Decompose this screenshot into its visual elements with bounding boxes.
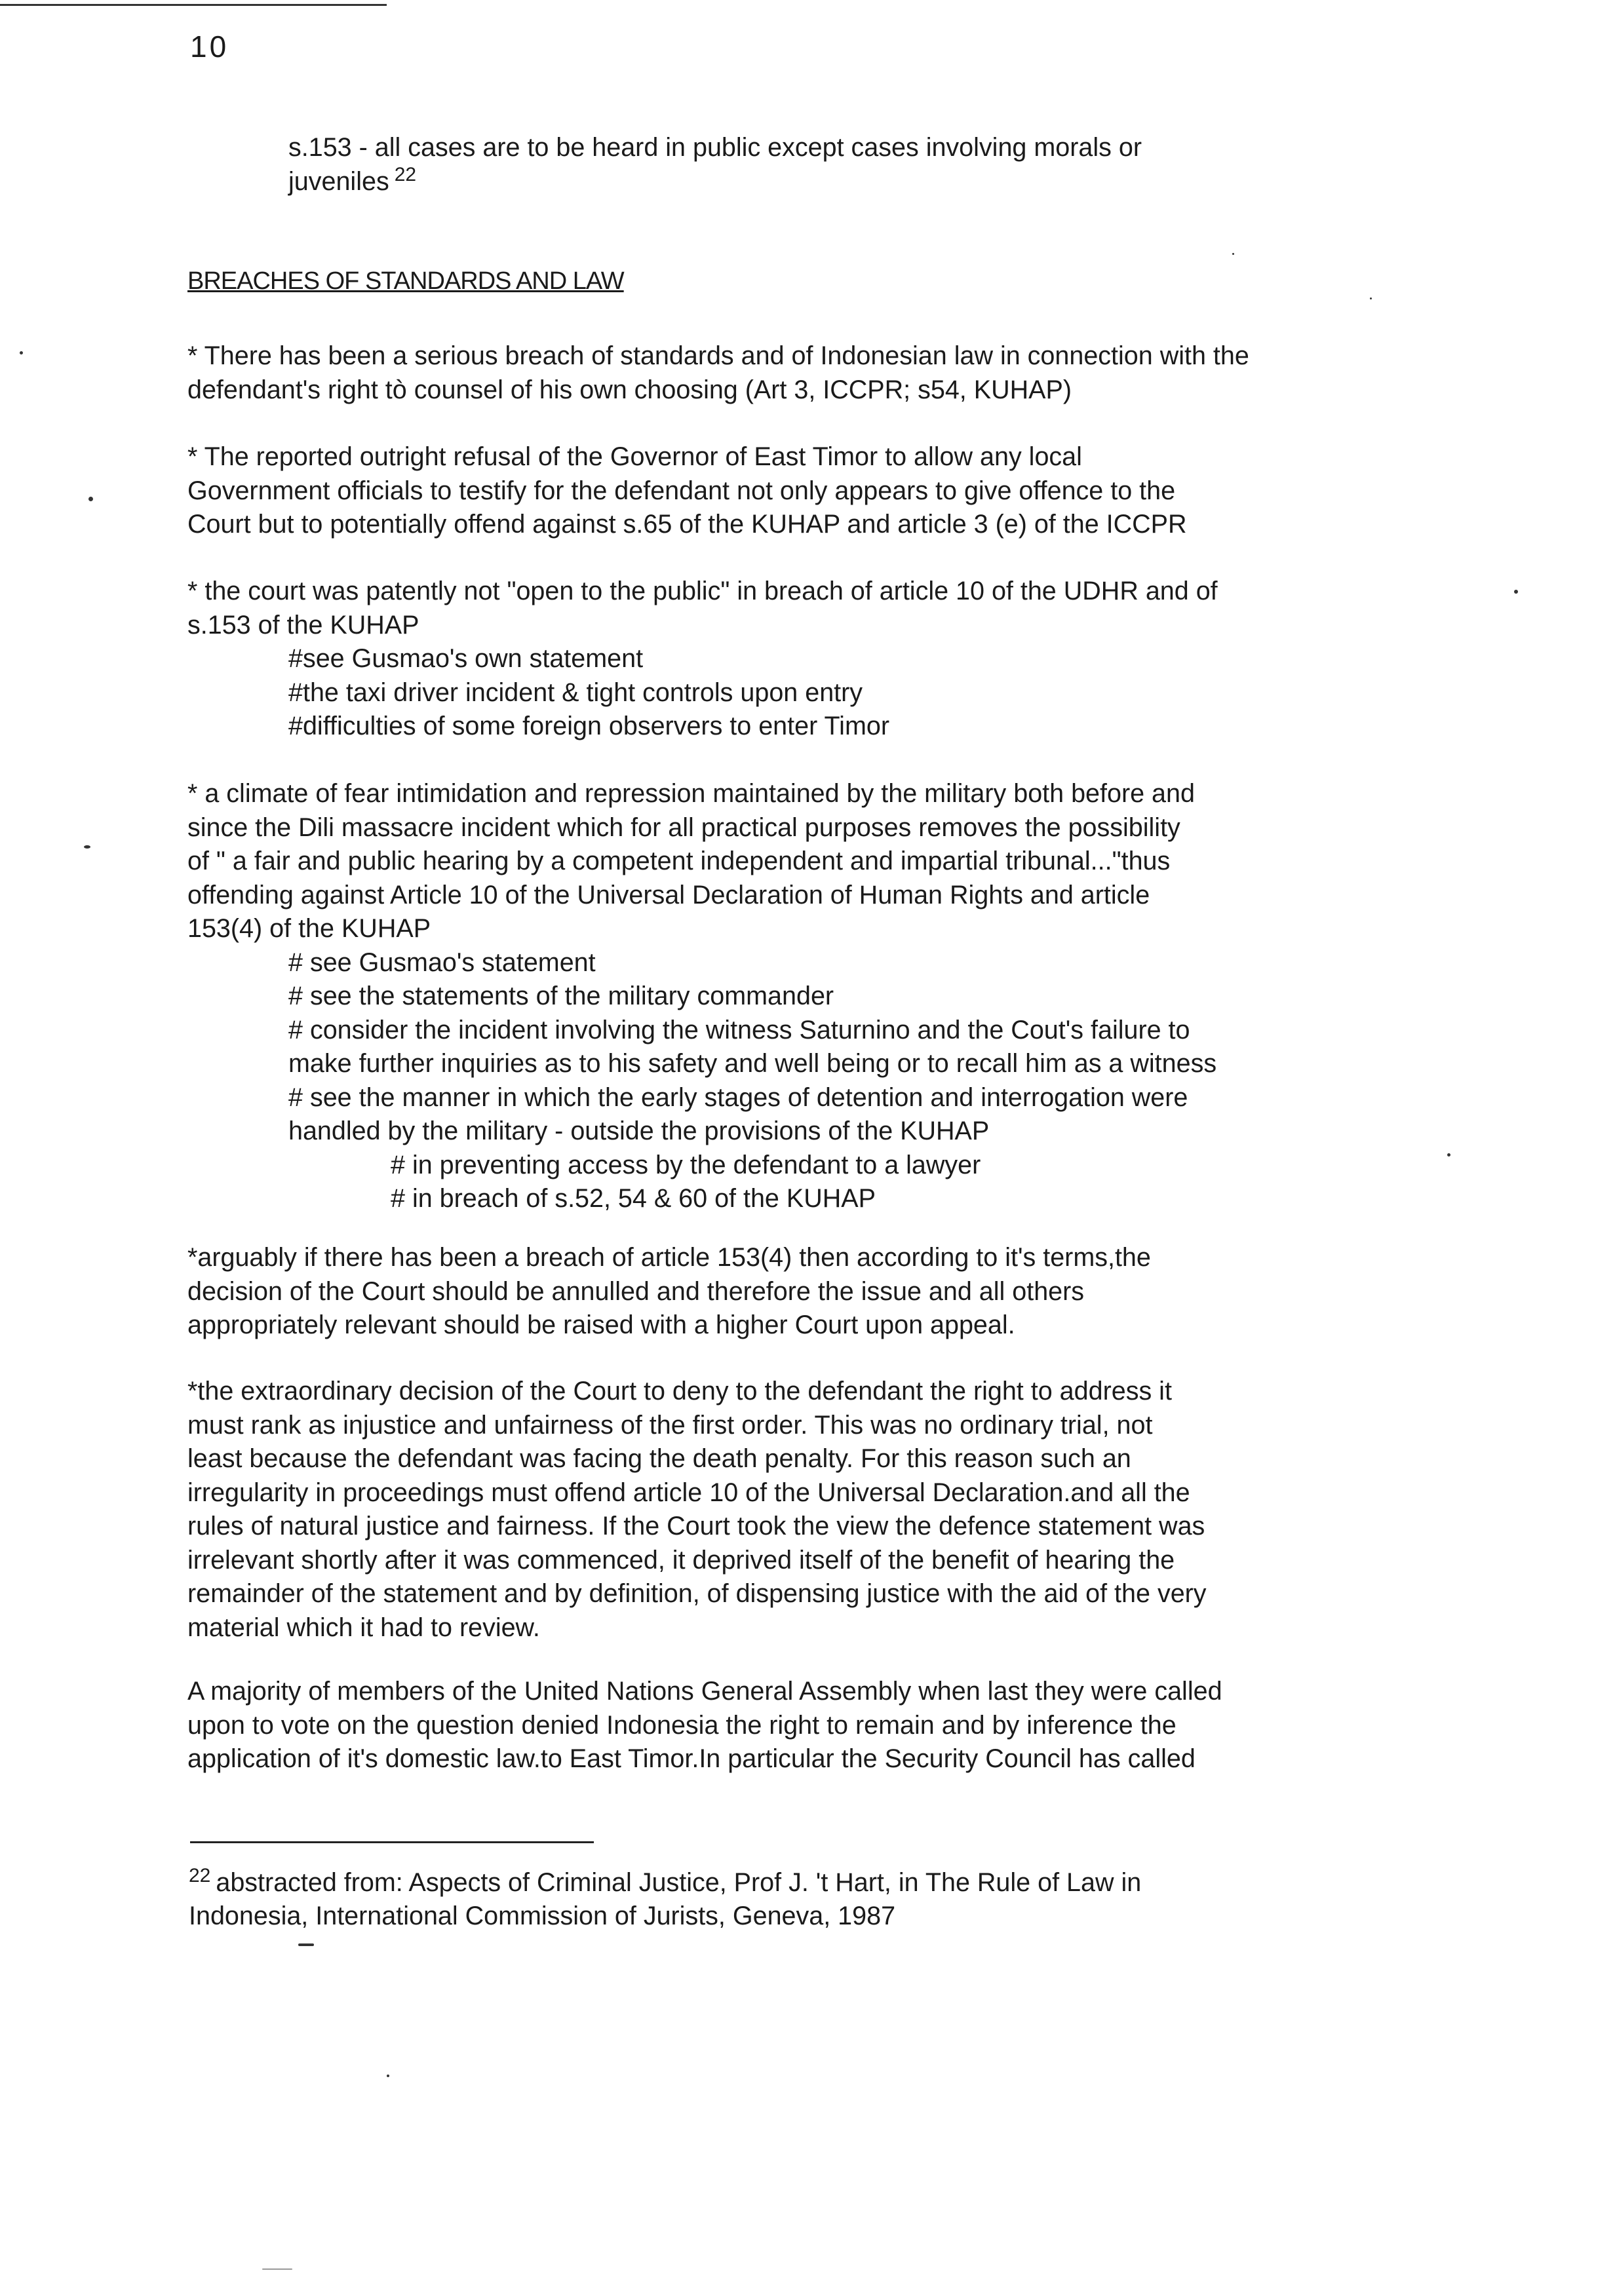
sub-sub-point: # in breach of s.52, 54 & 60 of the KUHAP [391,1184,876,1213]
scan-speck [20,351,23,354]
paragraph-line: irrelevant shortly after it was commenced, it deprived itself of the benefit of hearing the [187,1545,1175,1575]
paragraph-address-court [187,1375,1433,1645]
paragraph-line: of " a fair and public hearing by a competent independent and impartial tribunal..."thus [187,847,1171,875]
paragraph-annulled [187,1241,1433,1343]
paragraph-line: remainder of the statement and by definition, of dispensing justice with the aid of the very [187,1579,1207,1608]
scan-speck [1447,1153,1450,1157]
sub-point: # consider the incident involving the witness Saturnino and the Cout's failure to [288,1015,1190,1044]
paragraph-counsel [187,339,1433,407]
paragraph-line: * There has been a serious breach of standards and of Indonesian law in connection with the [187,341,1249,370]
paragraph-line: appropriately relevant should be raised with a higher Court upon appeal. [187,1311,1015,1339]
footnote-ref: 22 [394,163,417,185]
scan-speck [387,2075,389,2077]
sub-point: #the taxi driver incident & tight controls upon entry [288,678,863,707]
paragraph-line: 153(4) of the KUHAP [187,914,431,943]
paragraph-line: least because the defendant was facing the death penalty. For this reason such an [187,1444,1131,1473]
page-number: 10 [190,29,229,64]
sub-point: handled by the military - outside the provisions of the KUHAP [288,1117,990,1145]
footnote-line: Indonesia, International Commission of Jurists, Geneva, 1987 [189,1902,896,1930]
paragraph-line: *the extraordinary decision of the Court to deny to the defendant the right to address it [187,1377,1172,1406]
scan-speck [88,497,93,501]
footnote [189,1866,1141,1933]
intro-line-text: juveniles [288,166,389,196]
scan-speck [1514,590,1518,594]
scan-speck [1232,253,1234,255]
section-heading: BREACHES OF STANDARDS AND LAW [187,267,624,295]
paragraph-line: defendant's right tò counsel of his own choosing (Art 3, ICCPR; s54, KUHAP) [187,375,1072,404]
paragraph-line: irregularity in proceedings must offend article 10 of the Universal Declaration.and all the [187,1478,1190,1507]
paragraph-line: * a climate of fear intimidation and repression maintained by the military both before and [187,779,1195,808]
paragraph-line: rules of natural justice and fairness. If the Court took the view the defence statement was [187,1512,1205,1540]
sub-point: #see Gusmao's own statement [288,644,644,673]
paragraph-climate-of-fear [187,777,1433,1216]
paragraph-public-court [187,575,1433,744]
intro-line [187,165,1433,199]
scan-speck [1370,297,1372,299]
footnote-rule [190,1841,594,1843]
paragraph-line: offending against Article 10 of the Universal Declaration of Human Rights and article [187,880,1150,909]
paragraph-line: * the court was patently not "open to the public" in breach of article 10 of the UDHR and of [187,577,1218,605]
paragraph-line: decision of the Court should be annulled and therefore the issue and all others [187,1276,1085,1306]
footnote-line [189,1866,1141,1900]
footnote-number: 22 [189,1865,211,1886]
sub-point: # see the manner in which the early stages of detention and interrogation were [288,1082,1188,1112]
paragraph-line: Court but to potentially offend against s.65 of the KUHAP and article 3 (e) of the ICCPR [187,510,1187,539]
paragraph-line: application of it's domestic law.to East Timor.In particular the Security Council has called [187,1744,1196,1773]
sub-point: #difficulties of some foreign observers to enter Timor [288,712,889,740]
footnote-text: abstracted from: Aspects of Criminal Justice, Prof J. 't Hart, in The Rule of Law in [216,1868,1142,1897]
sub-point: # see the statements of the military commander [288,982,834,1010]
paragraph-un-assembly [187,1675,1433,1776]
sub-sub-point: # in preventing access by the defendant to a lawyer [391,1150,981,1179]
paragraph-line: material which it had to review. [187,1613,540,1642]
paragraph-line: * The reported outright refusal of the Governor of East Timor to allow any local [187,442,1082,471]
paragraph-line: since the Dili massacre incident which for all practical purposes removes the possibility [187,813,1180,842]
paragraph-line: upon to vote on the question denied Indonesia the right to remain and by inference the [187,1710,1177,1740]
intro-line: s.153 - all cases are to be heard in public except cases involving morals or [288,133,1142,162]
paragraph-line: A majority of members of the United Nations General Assembly when last they were called [187,1677,1222,1706]
paragraph-line: Government officials to testify for the defendant not only appears to give offence to the [187,476,1176,505]
scan-speck [84,845,90,849]
sub-point: # see Gusmao's statement [288,947,596,977]
sub-point: make further inquiries as to his safety and well being or to recall him as a witness [288,1049,1217,1078]
paragraph-line: must rank as injustice and unfairness of the first order. This was no ordinary trial, not [187,1410,1153,1440]
paragraph-line: s.153 of the KUHAP [187,610,419,640]
paragraph-governor [187,440,1433,542]
intro-paragraph [187,131,1433,199]
scan-speck [262,2268,292,2270]
paragraph-line: *arguably if there has been a breach of article 153(4) then according to it's terms,the [187,1243,1151,1272]
scan-speck [298,1943,314,1946]
top-rule [0,4,387,6]
